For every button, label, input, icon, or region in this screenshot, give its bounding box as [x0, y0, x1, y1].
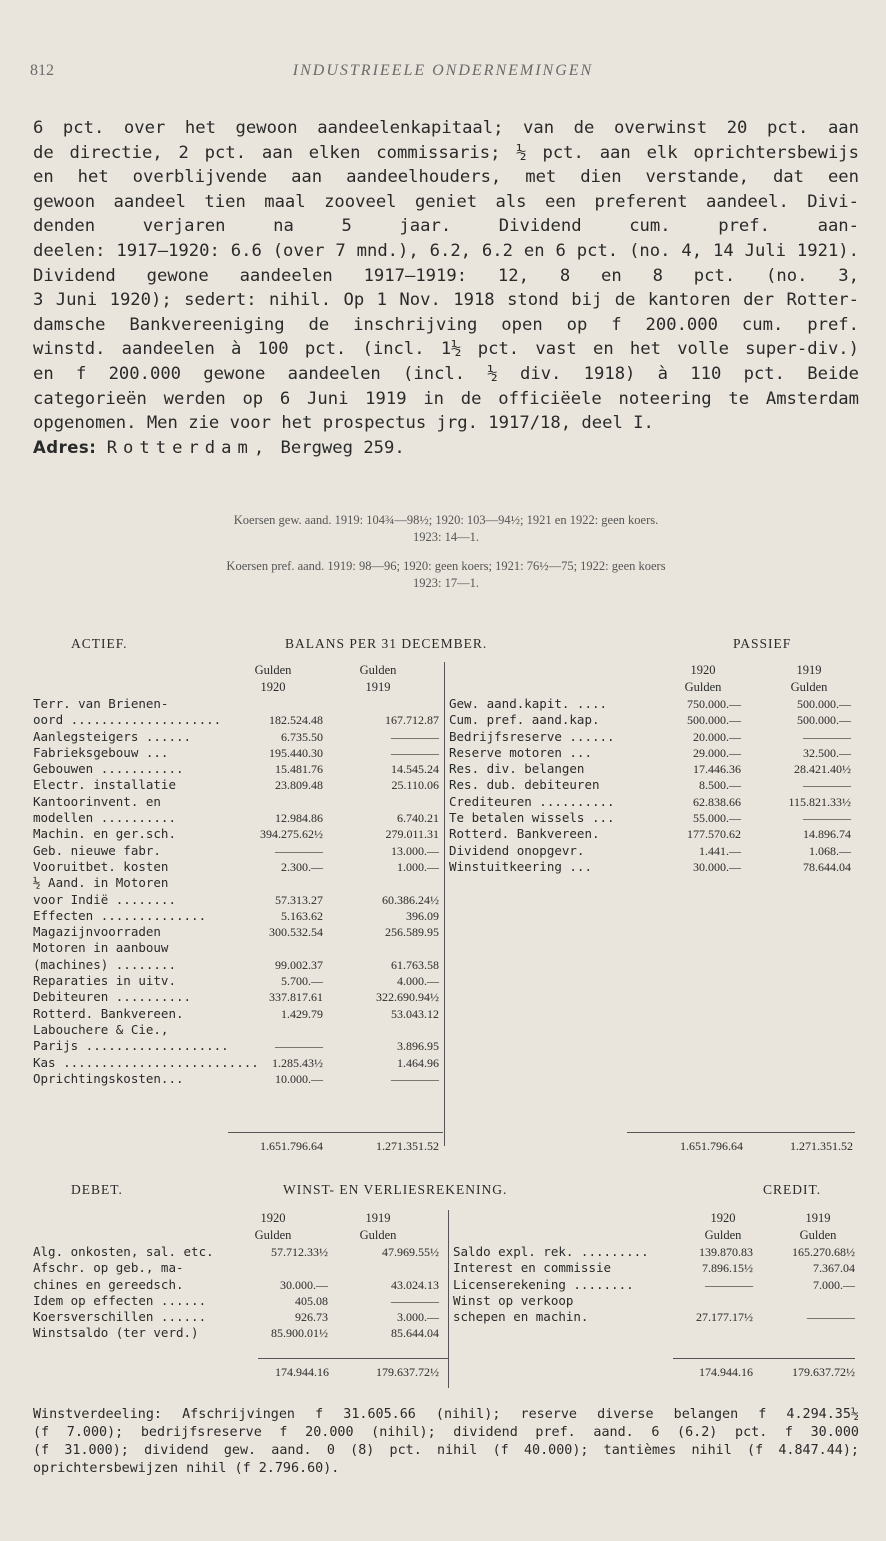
table-row-label: Licenserekening ........ [453, 1276, 634, 1292]
table-cell: 167.712.87 [385, 713, 439, 728]
table-cell: 62.838.66 [693, 794, 741, 809]
paragraph-line: 3 Juni 1920); sedert: nihil. Op 1 Nov. 1918 stond bij de kantoren der Rotter- [33, 290, 859, 311]
koers-line: Koersen pref. aand. 1919: 98—96; 1920: geen koers; 1921: 76½—75; 1922: geen koers [226, 559, 666, 573]
balans-divider [444, 662, 445, 1146]
table-cell: 926.73 [295, 1310, 328, 1325]
paragraph-line: en f 200.000 gewone aandeelen (incl. ½ div. 1918) à 110 pct. Beide [33, 363, 859, 384]
balans-left-title: ACTIEF. [71, 636, 128, 651]
table-row-label: Crediteuren .......... [449, 793, 615, 809]
table-cell [223, 875, 323, 891]
paragraph-line: opgenomen. Men zie voor het prospectus jrg. 1917/18, deel I. [33, 413, 654, 434]
balans-title: BALANS PER 31 DECEMBER. [285, 636, 488, 651]
table-cell: 99.002.37 [275, 957, 323, 972]
table-cell: ———— [275, 843, 323, 858]
table-row-label: voor Indië ........ [33, 891, 176, 907]
col-year: 1919 [805, 1211, 831, 1225]
table-cell: 10.000.— [275, 1071, 323, 1086]
table-cell: 85.644.04 [391, 1326, 439, 1341]
table-cell: ———— [275, 1039, 323, 1054]
table-row-label: Gew. aand.kapit. .... [449, 696, 608, 711]
total-rule [258, 1358, 448, 1359]
address-city: Rotterdam, [106, 437, 271, 458]
table-cell: 7.896.15½ [702, 1261, 753, 1276]
footnote-line: (f 7.000); bedrijfsreserve f 20.000 (nihil); dividend pref. aand. 6 (6.2) pct. f 30.000 [33, 1425, 859, 1440]
table-cell: 115.821.33½ [788, 794, 851, 809]
table-cell: 17.446.36 [693, 762, 741, 777]
balans-left-labels [33, 696, 259, 1087]
table-cell [333, 875, 439, 891]
table-cell: 6.735.50 [281, 729, 323, 744]
table-cell: 12.984.86 [275, 811, 323, 826]
paragraph-line: de directie, 2 pct. aan elken commissaris; ½ pct. aan elk oprichtersbewijs [33, 142, 859, 163]
table-cell: 177.570.62 [687, 827, 741, 842]
table-cell: 55.000.— [693, 811, 741, 826]
balans-right-title: PASSIEF [733, 636, 792, 651]
table-cell: 8.500.— [699, 778, 741, 793]
balans-right-1919 [749, 696, 851, 875]
table-cell [223, 794, 323, 810]
table-row-label: Debiteuren .......... [33, 989, 192, 1005]
paragraph-line: deelen: 1917—1920: 6.6 (over 7 mnd.), 6.2, 6.2 en 6 pct. (no. 4, 14 Juli 1921). [33, 240, 859, 261]
winst-divider [448, 1210, 449, 1388]
footnote-line: (f 31.000); dividend gew. aand. 0 (8) pct. nihil (f 40.000); tantièmes nihil (f 4.847.44); [33, 1443, 859, 1458]
table-row-label: Reserve motoren ... [449, 744, 592, 760]
paragraph-line: Dividend gewone aandeelen 1917—1919: 12, 8 en 8 pct. (no. 3, [33, 265, 859, 286]
paragraph-line: winstd. aandeelen à 100 pct. (incl. 1½ pct. vast en het volle super-div.) [33, 339, 859, 360]
table-cell: 256.589.95 [385, 925, 439, 940]
table-cell [755, 1293, 855, 1309]
col-head: Gulden [684, 680, 722, 694]
table-cell: 2.300.— [281, 859, 323, 874]
winst-right-1919 [755, 1244, 855, 1325]
koers-line: Koersen gew. aand. 1919: 104¾—98½; 1920: 103—94½; 1921 en 1922: geen koers. [233, 513, 659, 527]
address-label: Adres: [33, 437, 97, 457]
table-cell: ———— [803, 811, 851, 826]
table-cell: ———— [391, 1293, 439, 1308]
table-cell: 47.969.55½ [382, 1245, 439, 1259]
table-cell: 30.000.— [280, 1277, 328, 1292]
table-cell [333, 940, 439, 956]
col-head: Gulden [359, 663, 397, 677]
table-row-label: Motoren in aanbouw [33, 940, 169, 956]
koers-line: 1923: 17—1. [413, 576, 479, 590]
table-row-label: Terr. van Brienen- [33, 696, 169, 711]
table-row-label: Saldo expl. rek. ......... [453, 1244, 649, 1259]
table-cell [223, 1022, 323, 1038]
table-cell: 61.763.58 [391, 957, 439, 972]
paragraph-line: gewoon aandeel tien maal zooveel geniet als een preferent aandeel. Divi- [33, 191, 859, 212]
table-row-label: Reparaties in uitv. [33, 973, 176, 989]
table-cell: 27.177.17½ [696, 1310, 753, 1325]
footnote-line: Winstverdeeling: Afschrijvingen f 31.605.66 (nihil); reserve diverse belangen f 4.294.35½ [33, 1407, 859, 1422]
table-cell: ———— [391, 729, 439, 744]
balans-left-1919 [333, 696, 439, 1087]
total-value: 1.651.796.64 [680, 1139, 743, 1153]
table-cell: 500.000.— [797, 697, 851, 711]
table-cell: 14.896.74 [803, 827, 851, 842]
winst-right-labels [453, 1244, 663, 1325]
table-row-label: Electr. installatie [33, 777, 176, 793]
table-row-label: Te betalen wissels ... [449, 810, 615, 826]
col-head: Gulden [790, 680, 828, 694]
winst-right-title: CREDIT. [763, 1182, 822, 1197]
table-cell: ———— [391, 745, 439, 760]
table-cell [653, 1293, 753, 1309]
balans-right-1920 [643, 696, 741, 875]
table-cell: 30.000.— [693, 859, 741, 874]
total-value: 179.637.72½ [792, 1365, 855, 1379]
koersen-pref [33, 558, 859, 592]
table-row-label: Alg. onkosten, sal. etc. [33, 1244, 214, 1259]
table-cell: ———— [391, 1071, 439, 1086]
table-cell: 5.163.62 [281, 908, 323, 923]
col-head: Gulden [704, 1228, 742, 1242]
col-head: Gulden [254, 1228, 292, 1242]
table-cell: 322.690.94½ [376, 990, 439, 1005]
table-cell: 13.000.— [391, 843, 439, 858]
table-row-label: (machines) ........ [33, 956, 176, 972]
running-title: INDUSTRIEELE ONDERNEMINGEN [292, 62, 594, 79]
table-cell: 139.870.83 [699, 1245, 753, 1259]
paragraph-line: categorieën werden op 6 Juni 1919 in de officiëele noteering te Amsterdam [33, 388, 859, 409]
total-rule [627, 1132, 855, 1133]
table-cell: 6.740.21 [397, 811, 439, 826]
balans-left-1920 [223, 696, 323, 1087]
koers-line: 1923: 14—1. [413, 530, 479, 544]
table-cell [333, 1260, 439, 1276]
table-cell: 279.011.31 [385, 827, 439, 842]
table-cell: 182.524.48 [269, 713, 323, 728]
table-cell: 1.068.— [809, 843, 851, 858]
total-rule [673, 1358, 855, 1359]
table-row-label: Dividend onopgevr. [449, 842, 585, 858]
table-cell: 15.481.76 [275, 762, 323, 777]
total-rule [228, 1132, 443, 1133]
total-value: 1.271.351.52 [790, 1139, 853, 1153]
table-cell: 1.441.— [699, 843, 741, 858]
table-cell: 78.644.04 [803, 859, 851, 874]
winst-left-title: DEBET. [71, 1182, 123, 1197]
table-row-label: Gebouwen ........... [33, 761, 184, 777]
table-cell: 750.000.— [687, 697, 741, 711]
table-cell: 195.440.30 [269, 745, 323, 760]
table-cell: 1.429.79 [281, 1006, 323, 1021]
total-value: 1.271.351.52 [376, 1139, 439, 1153]
table-cell: 3.896.95 [397, 1039, 439, 1054]
table-row-label: chines en gereedsch. [33, 1276, 184, 1292]
address-street: Bergweg 259. [280, 437, 405, 458]
paragraph-line: en het overblijvende aan aandeelhouders, met dien verstande, dat een [33, 167, 859, 188]
total-value: 179.637.72½ [376, 1365, 439, 1379]
total-value: 1.651.796.64 [260, 1139, 323, 1153]
table-row-label: Fabrieksgebouw ... [33, 744, 169, 760]
total-value: 174.944.16 [699, 1365, 753, 1379]
table-row-label: Vooruitbet. kosten [33, 858, 169, 874]
table-row-label: Rotterd. Bankvereen. [449, 826, 600, 842]
table-row-label: Winstuitkeering ... [449, 858, 592, 874]
table-cell: 85.900.01½ [271, 1326, 328, 1341]
paragraph-line: 6 pct. over het gewoon aandeelenkapitaal; van de overwinst 20 pct. aan [33, 118, 859, 138]
table-row-label: Labouchere & Cie., [33, 1021, 169, 1037]
balans-table [33, 636, 859, 1156]
total-value: 174.944.16 [275, 1365, 329, 1379]
table-row-label: Kantoorinvent. en [33, 793, 161, 809]
col-year: 1920 [710, 1211, 736, 1225]
table-cell: 7.000.— [813, 1277, 855, 1292]
table-cell: ———— [803, 729, 851, 744]
table-row-label: Geb. nieuwe fabr. [33, 842, 161, 858]
table-cell: 25.110.06 [391, 778, 439, 793]
winst-left-1919 [333, 1244, 439, 1342]
col-year: 1920 [260, 680, 286, 694]
table-cell: 57.712.33½ [271, 1245, 328, 1259]
table-row-label: Winstsaldo (ter verd.) [33, 1325, 199, 1341]
page-number: 812 [30, 62, 54, 79]
table-cell: 28.421.40½ [794, 762, 851, 777]
table-cell: 4.000.— [397, 974, 439, 989]
table-row-label: Cum. pref. aand.kap. [449, 712, 600, 728]
koersen-gewone [33, 512, 859, 546]
table-cell: 60.386.24½ [382, 892, 439, 907]
table-row-label: Machin. en ger.sch. [33, 826, 176, 842]
table-cell: 500.000.— [797, 713, 851, 728]
table-row-label: Oprichtingskosten... [33, 1070, 184, 1086]
winst-right-1920 [653, 1244, 753, 1325]
table-row-label: Aanlegsteigers ...... [33, 728, 192, 744]
table-row-label: Effecten .............. [33, 907, 207, 923]
table-cell: 1.000.— [397, 859, 439, 874]
table-row-label: Afschr. op geb., ma- [33, 1260, 184, 1276]
col-year: 1920 [690, 663, 716, 677]
table-row-label: Res. dub. debiteuren [449, 777, 600, 793]
table-cell: 7.367.04 [813, 1261, 855, 1276]
table-row-label: Kas .......................... [33, 1054, 259, 1070]
table-cell: 32.500.— [803, 745, 851, 760]
col-year: 1919 [365, 680, 391, 694]
winst-title: WINST- EN VERLIESREKENING. [283, 1182, 508, 1197]
table-cell: 5.700.— [281, 974, 323, 989]
table-row-label: Winst op verkoop [453, 1292, 574, 1308]
paragraph-line: denden verjaren na 5 jaar. Dividend cum. pref. aan- [33, 216, 859, 237]
table-cell: ———— [705, 1277, 753, 1292]
table-cell: 396.09 [406, 908, 439, 923]
table-row-label: Bedrijfsreserve ...... [449, 728, 615, 744]
paragraph-line: damsche Bankvereeniging de inschrijving open op f 200.000 cum. pref. [33, 314, 859, 335]
table-cell: 300.532.54 [269, 925, 323, 940]
col-head: Gulden [254, 663, 292, 677]
col-head: Gulden [359, 1228, 397, 1242]
footnote-line: oprichtersbewijzen nihil (f 2.796.60). [33, 1461, 340, 1476]
table-cell: 3.000.— [397, 1310, 439, 1325]
winst-left-1920 [228, 1244, 328, 1342]
table-row-label: oord .................... [33, 712, 222, 728]
table-cell [333, 794, 439, 810]
col-year: 1919 [796, 663, 822, 677]
table-cell: 405.08 [295, 1293, 328, 1308]
table-cell: 1.464.96 [397, 1055, 439, 1070]
table-cell: 394.275.62½ [260, 827, 323, 842]
table-cell [228, 1260, 328, 1276]
table-row-label: Rotterd. Bankvereen. [33, 1005, 184, 1021]
table-cell [223, 940, 323, 956]
address-line [33, 436, 859, 461]
table-cell [333, 1022, 439, 1038]
table-row-label: modellen .......... [33, 810, 176, 826]
col-year: 1920 [260, 1211, 286, 1225]
table-row-label: Parijs ................... [33, 1038, 229, 1054]
table-row-label: schepen en machin. [453, 1309, 589, 1325]
table-cell: 43.024.13 [391, 1277, 439, 1292]
table-cell: 23.809.48 [275, 778, 323, 793]
col-head: Gulden [799, 1228, 837, 1242]
table-cell: 337.817.61 [269, 990, 323, 1005]
winst-table [33, 1182, 859, 1392]
table-cell: 29.000.— [693, 745, 741, 760]
footnote-block [33, 1406, 859, 1478]
col-year: 1919 [365, 1211, 391, 1225]
table-cell: 165.270.68½ [792, 1245, 855, 1259]
table-row-label: Koersverschillen ...... [33, 1309, 207, 1325]
table-cell: 20.000.— [693, 729, 741, 744]
table-cell [333, 696, 439, 712]
table-row-label: Magazijnvoorraden [33, 924, 161, 940]
table-row-label: Res. div. belangen [449, 761, 585, 777]
table-row-label: ½ Aand. in Motoren [33, 875, 169, 891]
table-cell: ———— [807, 1310, 855, 1325]
table-cell: ———— [803, 778, 851, 793]
table-row-label: Interest en commissie [453, 1260, 612, 1276]
table-cell [223, 696, 323, 712]
winst-left-labels [33, 1244, 238, 1342]
table-cell: 14.545.24 [391, 762, 439, 777]
table-row-label: Idem op effecten ...... [33, 1292, 207, 1308]
paragraph-block [33, 116, 859, 590]
table-cell: 500.000.— [687, 713, 741, 728]
table-cell: 57.313.27 [275, 892, 323, 907]
table-cell: 53.043.12 [391, 1006, 439, 1021]
balans-right-labels [449, 696, 659, 875]
table-cell: 1.285.43½ [272, 1055, 323, 1070]
